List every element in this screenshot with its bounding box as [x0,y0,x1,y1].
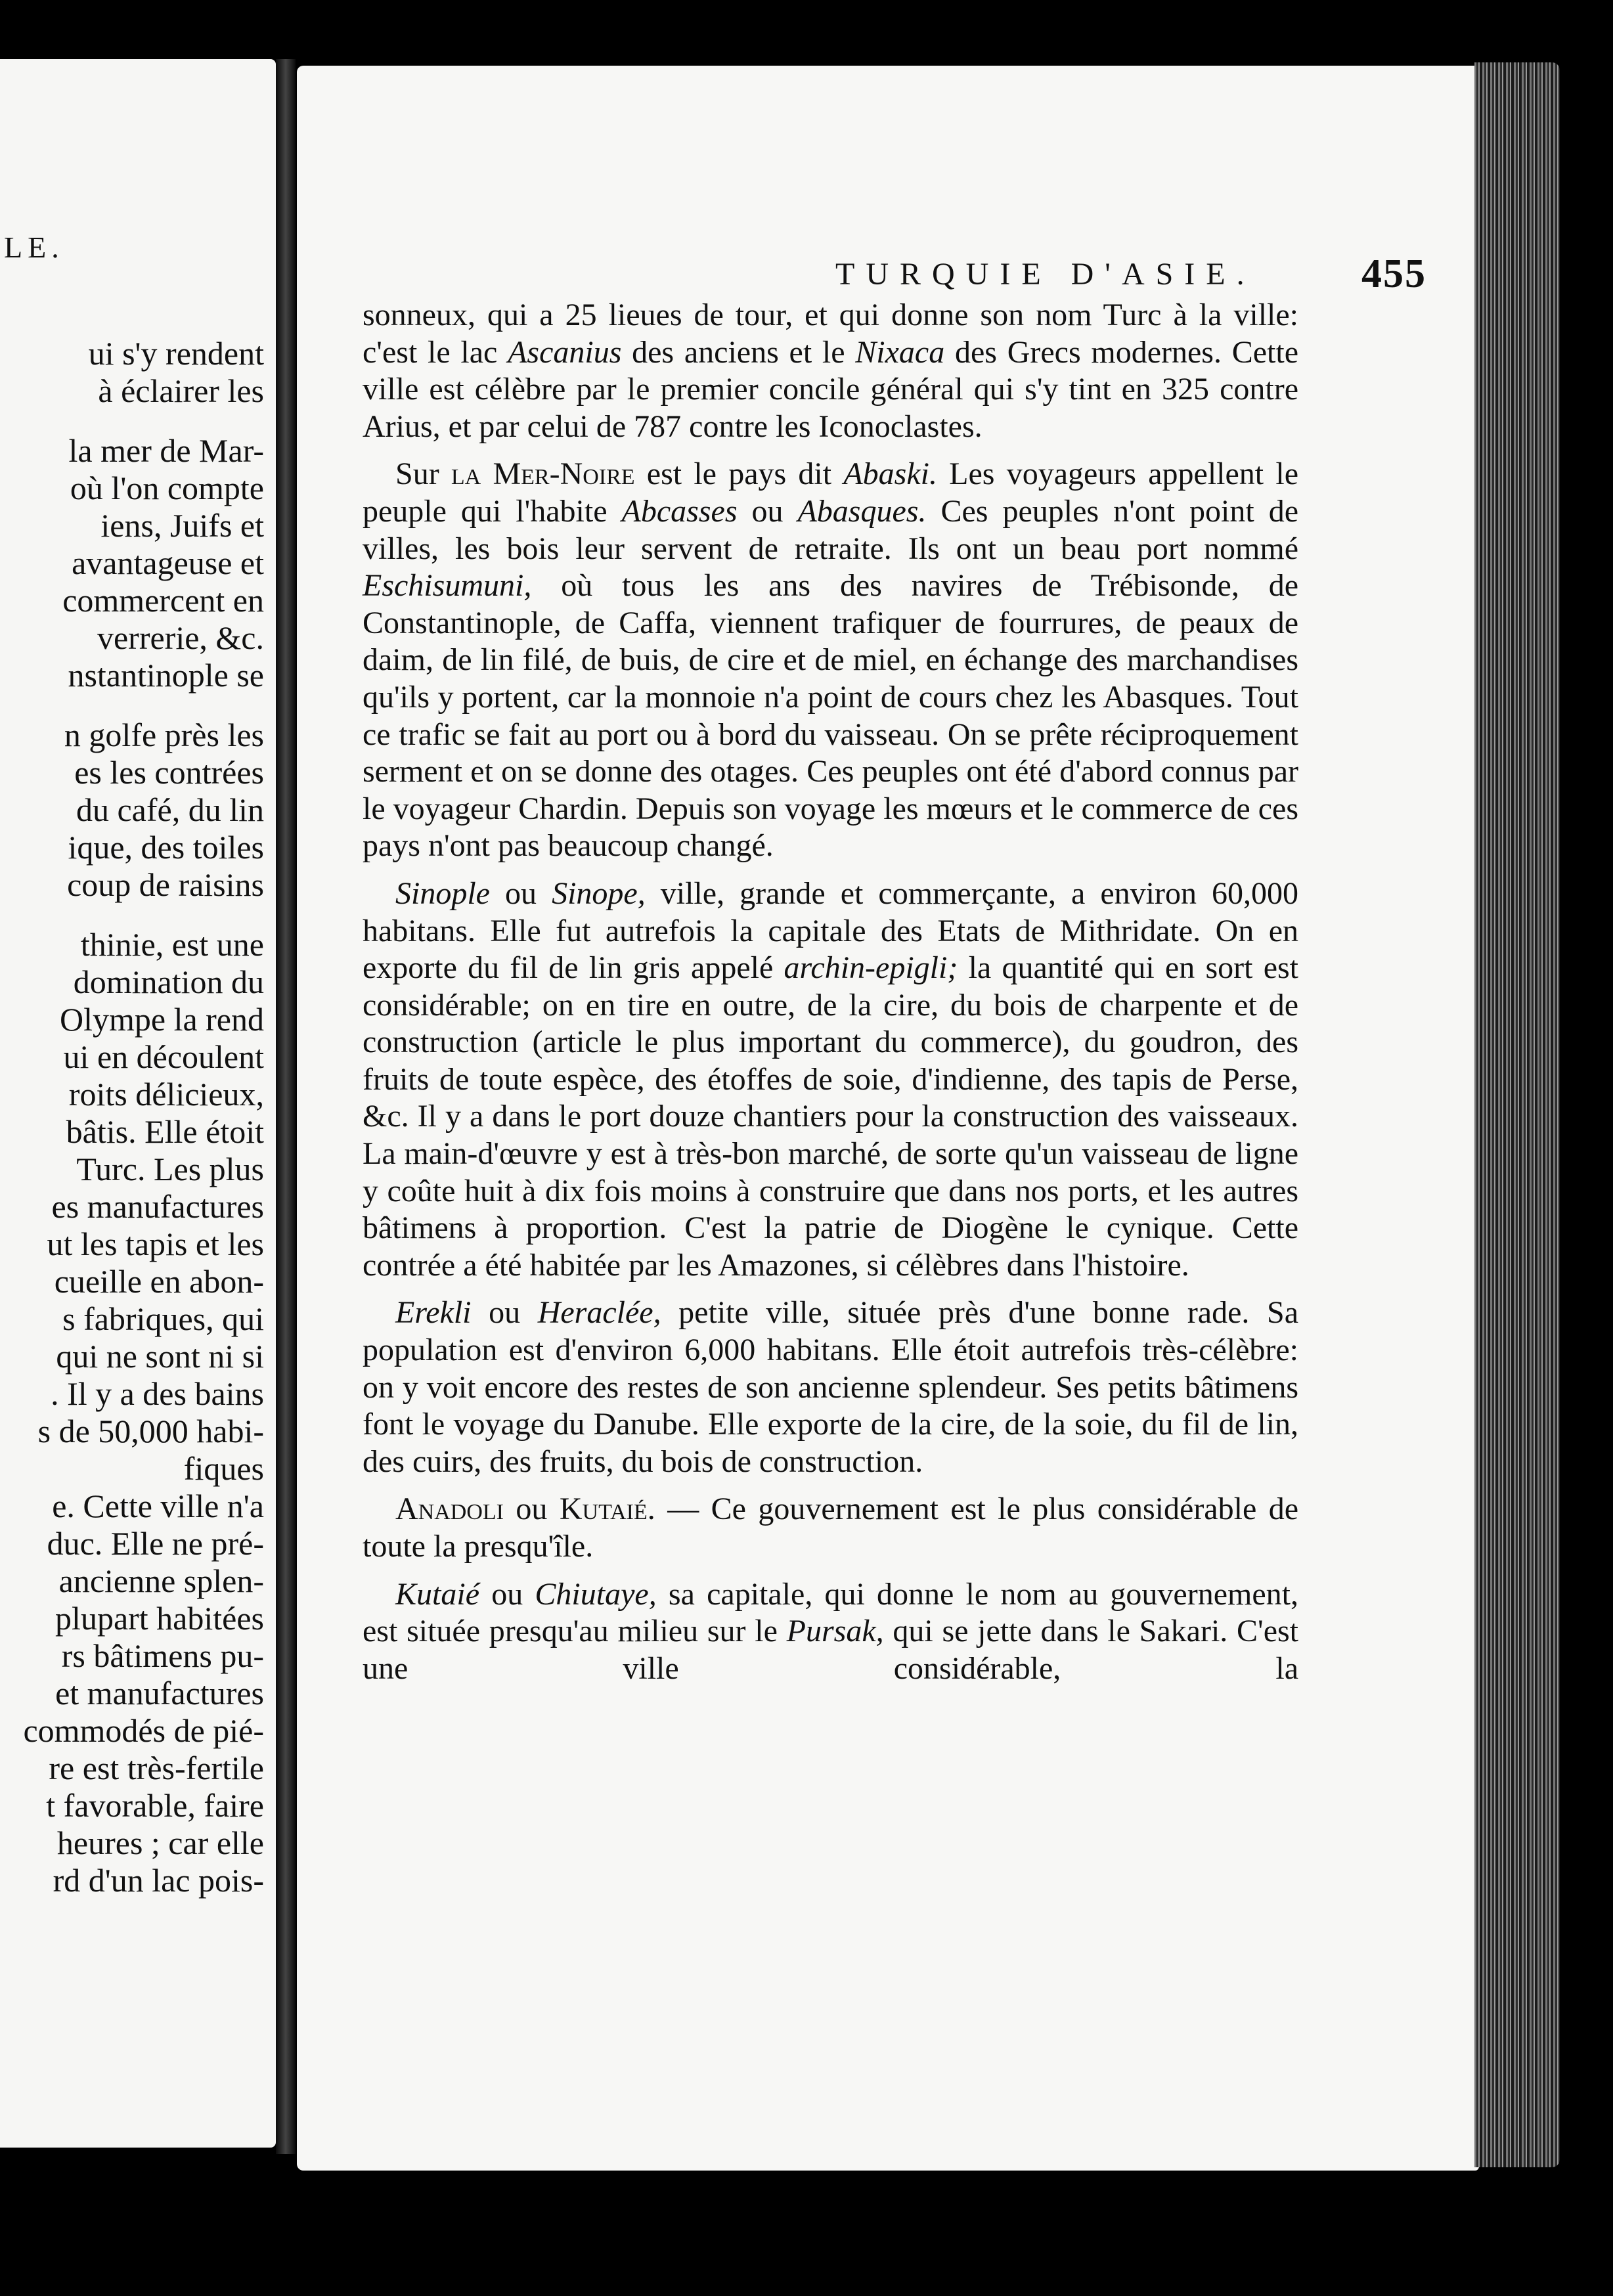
previous-page-line: heures ; car elle [56,1824,264,1861]
previous-page-line: ut les tapis et les [47,1225,264,1262]
previous-page-gap [0,904,264,926]
text-run: est le pays dit [634,456,844,492]
previous-page-line: la mer de Mar- [68,432,264,469]
text-run: où tous les ans des navires de Trébisonde, de Constantinople, de Caffa, viennent trafiquer de fourrures, de peaux de daim, de lin filé, de buis, de cire et de miel, en échange des marchandises qu'ils y portent, car la monnoie n'a point de cours chez les Abasques. Tout ce trafic se fait au port ou à bord du vaisseau. On se prête réciproquement serment et on se donne des otages. Ces peuples ont été d'abord connus par le voyageur Chardin. Depuis son voyage les mœurs et le commerce de ces pays n'ont pas beaucoup changé. [363,568,1298,864]
previous-page-line: qui ne sont ni si [56,1338,264,1375]
italic-term: Abcasses [621,493,738,529]
body-text [363,297,1298,1687]
previous-page-line: es manufactures [51,1188,264,1225]
paragraph [363,456,1298,865]
running-head [520,251,1426,297]
current-page [297,66,1479,2171]
italic-term: Chiutaye, [535,1576,657,1612]
previous-page-line: es les contrées [74,754,264,791]
italic-term: Sinope, [552,875,646,911]
paragraph [363,1294,1298,1480]
text-run: sa capitale, qui donne le nom au gouvernement, est située presqu'au milieu sur le [363,1576,1299,1649]
previous-page-fragment [0,59,276,2148]
text-run: sonneux, qui a 25 lieues de tour, et qui donne son nom Turc à la ville: c'est le lac [363,298,1298,370]
running-head-title: TURQUIE D'ASIE. [835,257,1256,292]
text-run: ou [489,875,552,911]
paragraph [363,1491,1298,1565]
previous-page-line: nstantinople se [68,657,264,694]
text-run: des Grecs modernes. Cette ville est célèbre par le premier concile général qui s'y tint en 325 contre Arius, et par celui de 787 contre les Iconoclastes. [363,334,1298,444]
previous-page-line: coup de raisins [67,866,264,903]
page-stack-edge [1474,62,1560,2167]
previous-page-line: rs bâtimens pu- [61,1637,264,1674]
previous-page-line: domination du [73,963,264,1000]
previous-page-line: commercent en [62,582,264,619]
text-run: ville, grande et commerçante, a environ 60,000 habitans. Elle fut autrefois la capitale des Etats de Mithridate. On en exporte du fil de lin gris appelé [363,875,1299,986]
text-run: Les voyageurs appellent le peuple qui l'habite [363,456,1298,529]
previous-page-line: fiques [183,1450,264,1487]
previous-page-line: ancienne splen- [58,1562,264,1599]
italic-term: Nixaca [855,334,945,370]
small-caps-term: Anadoli [395,1491,504,1527]
previous-page-line: e. Cette ville n'a [52,1488,264,1524]
italic-term: Erekli [395,1295,472,1331]
previous-page-line: s fabriques, qui [62,1300,264,1337]
previous-page-line: Olympe la rend [59,1001,264,1038]
previous-page-line: cueille en abon- [54,1263,264,1300]
book-gutter [276,59,296,2154]
italic-term: archin-epigli; [784,950,958,986]
previous-page-line: iens, Juifs et [100,507,264,544]
small-caps-term: Kutaié. [559,1491,655,1527]
previous-page-line: du café, du lin [76,791,264,828]
previous-page-line: . Il y a des bains [51,1375,264,1412]
previous-page-line: bâtis. Elle étoit [66,1113,264,1150]
small-caps-term: la Mer-Noire [451,456,635,492]
italic-term: Eschisumuni, [363,568,532,604]
page-number: 455 [1361,252,1426,296]
text-run: ou [503,1491,560,1527]
previous-page-gap [0,694,264,717]
previous-page-header: LE. [4,231,64,264]
previous-page-line: t favorable, faire [46,1787,264,1824]
italic-term: Ascanius [508,334,622,370]
previous-page-line: ui s'y rendent [88,335,264,372]
paragraph [363,875,1298,1285]
previous-page-line: ui en découlent [63,1038,264,1075]
previous-page-line: ique, des toiles [68,829,264,866]
previous-page-line: plupart habitées [55,1600,264,1637]
text-run: — Ce gouvernement est le plus considérable de toute la presqu'île. [363,1491,1298,1564]
italic-term: Abaski. [843,456,937,492]
text-run: ou [479,1576,535,1612]
previous-page-line: à éclairer les [98,372,264,409]
text-run: Sur [395,456,451,492]
paragraph [363,1576,1298,1688]
previous-page-line: roits délicieux, [68,1076,264,1113]
text-run: qui se jette dans le Sakari. C'est une ville considérable, la [363,1614,1299,1686]
paragraph [363,297,1298,445]
previous-page-line: thinie, est une [80,926,264,963]
previous-page-line: Turc. Les plus [76,1151,264,1187]
previous-page-text [0,335,264,1899]
text-run: ou [471,1295,538,1331]
italic-term: Abasques. [797,493,927,529]
previous-page-line: duc. Elle ne pré- [47,1525,264,1562]
previous-page-gap [0,410,264,432]
text-run: la quantité qui en sort est considérable; on en tire en outre, de la cire, du bois de charpente et de construction (article le plus important du commerce), du goudron, des fruits de toute espèce, des étoffes de soie, d'indienne, des tapis de Perse, &c. Il y a dans le port douze chantiers pour la construction des vaisseaux. La main-d'œuvre y est à très-bon marché, de sorte qu'un vaisseau de ligne y coûte huit à dix fois moins à construire que dans nos ports, et les autres bâtimens à proportion. C'est la patrie de Diogène le cynique. Cette contrée a été habitée par les Amazones, si célèbres dans l'histoire. [363,950,1299,1283]
previous-page-line: et manufactures [55,1675,264,1711]
text-run: Ces peuples n'ont point de villes, les bois leur servent de retraite. Ils ont un beau port nommé [363,493,1299,566]
previous-page-line: s de 50,000 habi- [37,1413,264,1449]
previous-page-line: n golfe près les [64,717,264,753]
italic-term: Pursak, [786,1614,884,1649]
text-run: des anciens et le [621,334,856,370]
previous-page-line: commodés de pié- [23,1712,264,1749]
previous-page-line: où l'on compte [70,470,264,506]
previous-page-line: avantageuse et [72,544,264,581]
previous-page-line: verrerie, &c. [97,619,264,656]
italic-term: Sinople [395,875,490,911]
italic-term: Heraclée, [537,1295,661,1331]
previous-page-line: re est très-fertile [49,1750,264,1786]
italic-term: Kutaié [395,1576,479,1612]
previous-page-line: rd d'un lac pois- [53,1862,264,1899]
text-run: ou [737,493,798,529]
text-run: petite ville, située près d'une bonne rade. Sa population est d'environ 6,000 habitans. Elle étoit autrefois très-célèbre: on y voit encore des restes de son ancienne splendeur. Ses petits bâtimens font le voyage du Danube. Elle exporte de la cire, de la soie, du fil de lin, des cuirs, des fruits, du bois de construction. [363,1295,1299,1479]
